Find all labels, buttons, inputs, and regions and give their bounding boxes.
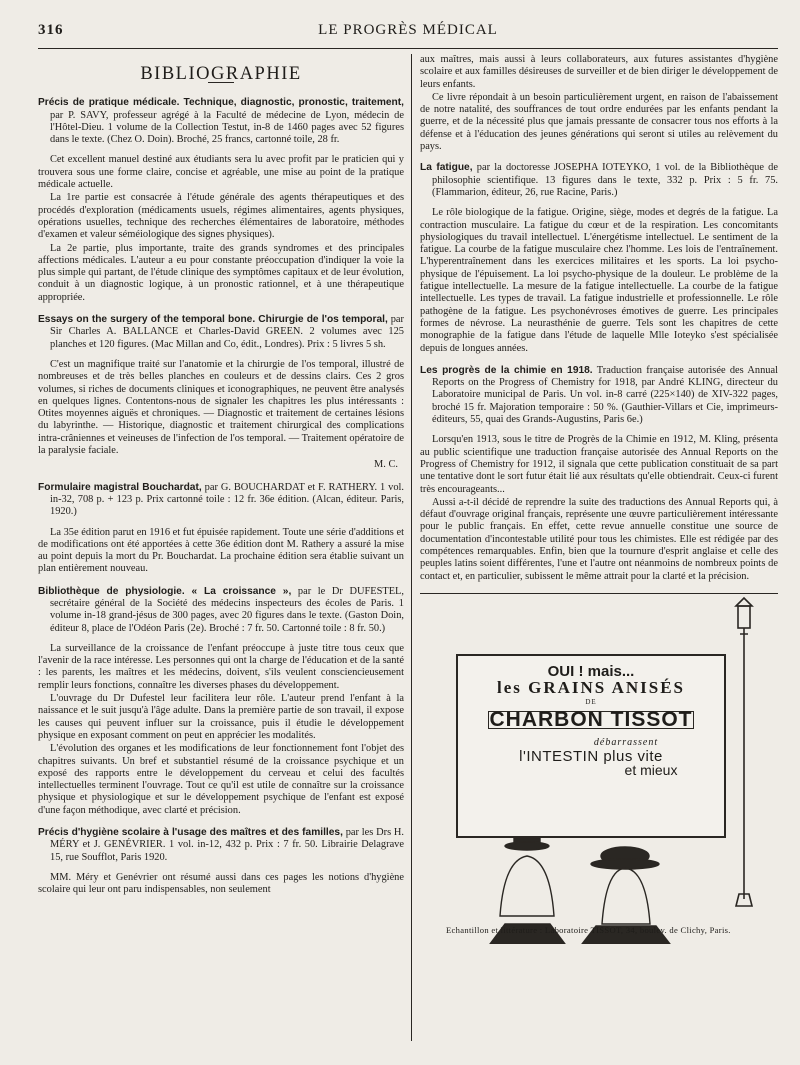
review-paragraph: La 2e partie, plus importante, traite des grands syndromes et des principales affections médicales. L'auteur a eu pour constante préoccupation d'indiquer la voie la plus simple qui partant, de l'étude clinique des symptômes capitaux et de leur évolution, conduit à un diagnostic logique, à un pronostic rationnel, et à une thérapeutique appropriée. (38, 242, 404, 303)
review-paragraph: Aussi a-t-il décidé de reprendre la suite des traductions des Annual Reports qui, à défaut d'ouvrage original français, représente une œuvre particulièrement intéressante pour le public français. En effet, cette revue annuelle constitue une source de documentation d'incontestable utilité pour tous les chimistes. Elle est rédigée par des compétences remarquables. Enfin, bien que la tournure d'esprit anglaise et celle des peuples latins soient différentes, l'une et l'autre ont néanmoins de nombreux points de contact et, en particulier, subissent le même attrait pour la clarté et la précision. (420, 496, 778, 582)
review-paragraph: MM. Méry et Genévrier ont résumé aussi dans ces pages les notions d'hygiène scolaire qui leur ont paru indispensables, non seulement (38, 871, 404, 896)
review-paragraph: L'évolution des organes et les modifications de leur fonctionnement font l'objet des chapitres suivants. Un bref et substantiel résumé de la croissance psychique et un exposé des rapports entre le développement du cerveau et celui des facultés intellectuelles terminent l'ouvrage. Tout ce qu'il est utile de connaître sur la croissance physique et physiologique et sur le développement psychique de l'enfant est exposé d'une façon méthodique, avec clarté et précision. (38, 743, 404, 816)
right-entries (420, 162, 778, 583)
entry-details: par G. BOUCHARDAT et F. RATHERY. 1 vol. in-32, 708 p. + 123 p. Prix cartonné toile : 12 fr. 36e édition. (Alcan, éditeur. Paris, 1920.) (50, 481, 404, 518)
section-title: BIBLIOGRAPHIE (140, 64, 302, 84)
review-paragraph: Lorsqu'en 1913, sous le titre de Progrès de la Chimie en 1912, M. Kling, présenta au public scientifique une traduction française autorisée des Annual Reports on the Progress of Chemistry for 1912, il signala que cette publication constituait de sa part une tentative dont le sort futur était lié aux résultats qu'elle obtiendrait. Ceux-ci furent très encourageants... (420, 434, 778, 495)
review-entry (38, 97, 404, 304)
review-entry (420, 365, 778, 583)
review-entry (38, 314, 404, 472)
reviewer-signature: M. C. (374, 459, 398, 471)
review-paragraph: C'est un magnifique traité sur l'anatomie et la chirurgie de l'os temporal, illustré de nombreuses et de très belles planches en couleurs et de dessins clairs. Ces 2 gros volumes, si riches de documents cliniques et iconographiques, ne peuvent être analysés en quelques lignes. Contentons-nous de signaler les chapitres les plus intéressants : Otites moyennes aiguës et chroniques. — Diagnostic et traitement de certaines lésions du labyrinthe. — Historique, diagnostic et traitement chirurgical des complications intra-crâniennes et veineuses de l'infection de l'os temporal. — Traitement opératoire de la paralysie faciale. (38, 358, 404, 457)
review-entry (38, 827, 404, 896)
entry-citation (420, 162, 778, 199)
header-rule (38, 48, 778, 49)
review-paragraph: L'ouvrage du Dr Dufestel leur facilitera leur rôle. L'auteur prend l'enfant à la naissance et le suit jusqu'à l'âge adulte. Dans la première partie de son travail, il expose les causes qui peuvent influer sur la croissance, puis il étudie le développement physique en exposant comment on peut en apprécier les modalités. (38, 693, 404, 741)
running-head (38, 22, 778, 44)
entry-details: Traduction française autorisée des Annual Reports on the Progress of Chemistry for 1918, par André KLING, directeur du Laboratoire municipal de Paris. Un vol. in-8 carré (225×140) de XIV-322 pages, broché 15 fr. Majoration temporaire : 50 %. (Gauthier-Villars et Cie, imprimeurs-éditeurs, 55, quai des Grands-Augustins, Paris 6e.) (432, 364, 778, 426)
entry-citation (38, 586, 404, 635)
entry-citation (38, 97, 404, 146)
left-entries (38, 97, 404, 896)
ad-line-grains-anises: les GRAINS ANISÉS (497, 678, 685, 698)
right-column (420, 54, 778, 1041)
page-number: 316 (38, 22, 64, 38)
entry-title: Les progrès de la chimie en 1918. (420, 364, 593, 376)
ad-line-debarrassent: débarrassent (593, 737, 659, 749)
entry-title: La fatigue, (420, 162, 473, 174)
advertisement (420, 593, 778, 944)
entry-title: Formulaire magistral Bouchardat, (38, 481, 202, 493)
continued-review (420, 54, 778, 162)
entry-details: par P. SAVY, professeur agrégé à la Faculté de médecine de Lyon, médecin de l'Hôtel-Dieu. 1 volume de la Collection Testut, in-8 de 1460 pages avec 52 figures dans le texte. (Chez O. Doin). Broché, 25 francs, cartonné toile, 28 fr. (50, 109, 404, 146)
ad-caption: Echantillon et littérature : Laboratoire TISSOT, 34, boulev. de Clichy, Paris. (446, 924, 731, 935)
entry-citation (38, 482, 404, 519)
entry-details: par Sir Charles A. BALLANCE et Charles-David GREEN. 2 volumes avec 125 planches et 120 figures. (Mac Millan and Co, édit., Londres). Prix : 5 livres 5 sh. (50, 314, 404, 350)
ad-line-intestin: l'INTESTIN plus vite (519, 748, 663, 766)
entry-title: Précis d'hygiène scolaire à l'usage des maîtres et des familles, (38, 827, 343, 839)
left-column (38, 54, 404, 1041)
ad-brand-charbon-tissot: CHARBON TISSOT (489, 707, 693, 731)
ad-line-de: DE (585, 698, 597, 707)
journal-title: LE PROGRÈS MÉDICAL (318, 22, 498, 38)
review-paragraph: Ce livre répondait à un besoin particulièrement urgent, en raison de l'abaissement de notre natalité, des souffrances de tout ordre endurées par les enfants pendant la guerre, et de la nécessité plus que jamais pressante de consacrer tous nos efforts à la défense et à l'éducation des jeunes générations qui seront si utiles au relèvement du pays. (420, 91, 778, 153)
ad-line-et-mieux: et mieux (624, 761, 678, 778)
review-entry (38, 586, 404, 817)
entry-citation (38, 827, 404, 864)
entry-details: par les Drs H. MÉRY et J. GENÉVRIER. 1 vol. in-12, 432 p. Prix : 7 fr. 50. Librairie Delagrave 15, rue Soufflot, Paris 1920. (50, 827, 404, 863)
review-paragraph: Cet excellent manuel destiné aux étudiants sera lu avec profit par le praticien qui y trouvera sous une forme claire, concise et agréable, une mise au point de la pratique médicale actuelle. (38, 154, 404, 191)
entry-details: par le Dr DUFESTEL, secrétaire général de la Société des médecins inspecteurs des écoles de Paris. 1 volume in-18 grand-jésus de 300 pages, avec 20 figures dans le texte. (Gaston Doin, éditeur 8, place de l'Odéon Paris (2e). Broché : 7 fr. 50. Cartonné toile : 8 fr. 50.) (50, 585, 404, 634)
entry-citation (38, 314, 404, 351)
column-divider (411, 54, 412, 1041)
entry-details: par la doctoresse JOSEPHA IOTEYKO, 1 vol. de la Bibliothèque de philosophie scientifique. 13 figures dans le texte, 332 p. Prix : 5 fr. 75. (Flammarion, éditeur, 26, rue Racine, Paris.) (432, 162, 778, 198)
review-paragraph: La 35e édition parut en 1916 et fut épuisée rapidement. Toute une série d'additions et de modifications ont été apportées à cette 36e édition dont M. Rathery a assuré la mise au point depuis la mort du Pr. Bouchardat. La prochaine édition sera établie suivant un plan entièrement nouveau. (38, 526, 404, 575)
review-paragraph: aux maîtres, mais aussi à leurs collaborateurs, aux futures assistantes d'hygiène scolaire et aux familles désireuses de surveiller et de bien diriger le développement de leurs enfants. (420, 54, 778, 90)
entry-title: Précis de pratique médicale. Technique, diagnostic, pronostic, traitement, (38, 97, 404, 109)
review-paragraph: La surveillance de la croissance de l'enfant préoccupe à juste titre tous ceux que l'avenir de la race intéresse. Les personnes qui ont la charge de l'éducation et de la santé : les parents, les maîtres et les médecins, doivent, s'ils veulent consciencieusement remplir leurs fonctions, connaître les diverses phases du développement. (38, 642, 404, 691)
review-paragraph: La 1re partie est consacrée à l'étude générale des agents thérapeutiques et des procédés d'exploration (médicaments usuels, régimes alimentaires, agents physiques, opérations usuelles, technique des recherches élémentaires de laboratoire, méthodes d'examen et valeur séméiologique des signes physiques). (38, 192, 404, 241)
entry-citation (420, 365, 778, 426)
street-lamp-icon (738, 606, 750, 628)
ad-line-oui-mais: OUI ! mais... (547, 662, 635, 680)
spacer (420, 154, 778, 162)
review-entry (38, 482, 404, 576)
entry-title: Bibliothèque de physiologie. « La croissance », (38, 585, 292, 597)
review-paragraph: Le rôle biologique de la fatigue. Origine, siège, modes et degrés de la fatigue. La contraction musculaire. La fatigue du cœur et de la respiration. Les concomitants physiologiques du travail intellectuel. L'énergétisme intellectuel. Le sentiment de la fatigue. La courbe de la fatigue musculaire chez l'homme. Les lois de l'entraînement. L'hyperentraînement dans les exercices militaires et les sports. La loi psycho-physique de l'épuisement. La loi psycho-physique de la douleur. Le problème de la fatigue intellectuelle. La mesure de la fatigue intellectuelle. La courbe de la fatigue intellectuelle. Les types de travail. La fatigue industrielle et professionnelle. Le rôle pathogène de la fatigue. Les psychonévroses émotives de guerre. Les principales formes de névrose. La neurasthénie de guerre. Tels sont les chapitres de cette monographie de la fatigue dans l'étude de laquelle Mlle Ioteyko s'est spécialisée depuis de longues années. (420, 207, 778, 354)
poster-board (456, 654, 726, 838)
entry-title: Essays on the surgery of the temporal bone. Chirurgie de l'os temporal, (38, 314, 388, 326)
review-entry (420, 162, 778, 354)
